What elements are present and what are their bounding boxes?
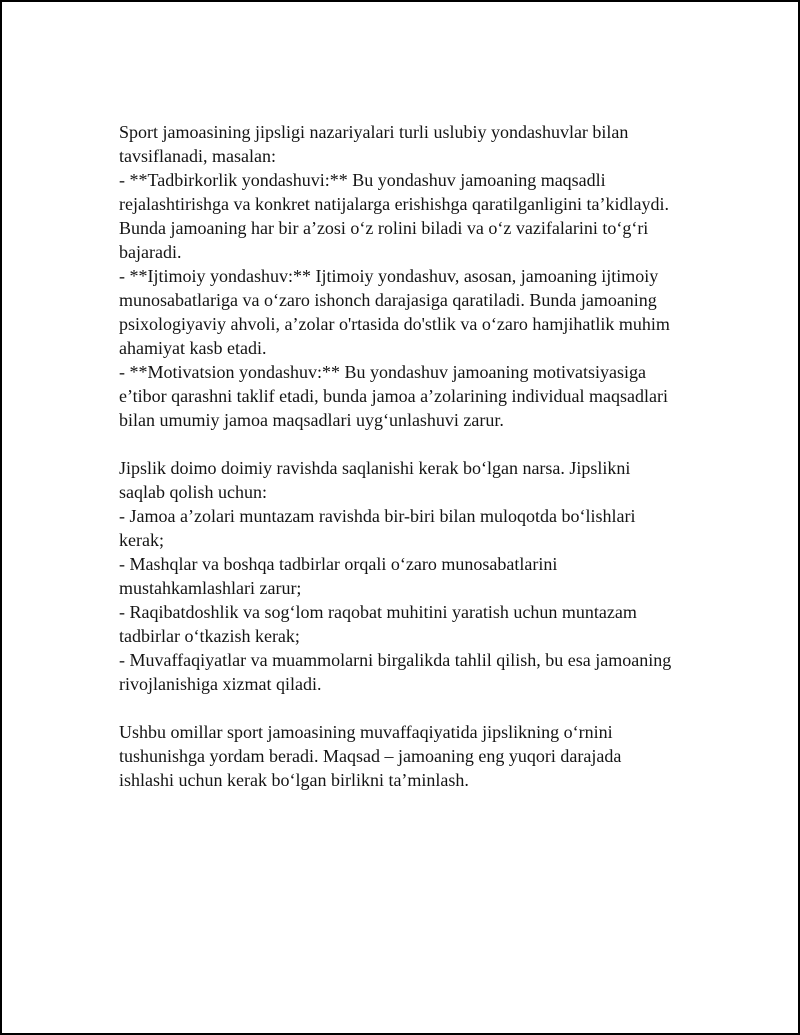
text-line: Jipslik doimo doimiy ravishda saqlanishi kerak bo‘lgan narsa. Jipslikni	[119, 458, 631, 478]
text-line: ishlashi uchun kerak bo‘lgan birlikni ta’minlash.	[119, 770, 469, 790]
text-line: tavsiflanadi, masalan:	[119, 146, 276, 166]
text-line: bilan umumiy jamoa maqsadlari uyg‘unlashuvi zarur.	[119, 410, 504, 430]
text-line: munosabatlariga va o‘zaro ishonch darajasiga qaratiladi. Bunda jamoaning	[119, 290, 657, 310]
text-line: - **Motivatsion yondashuv:** Bu yondashuv jamoaning motivatsiyasiga	[119, 362, 646, 382]
text-line: - Raqibatdoshlik va sog‘lom raqobat muhitini yaratish uchun muntazam	[119, 602, 637, 622]
text-line: ahamiyat kasb etadi.	[119, 338, 267, 358]
text-line: - Mashqlar va boshqa tadbirlar orqali o‘zaro munosabatlarini	[119, 554, 558, 574]
text-line: - **Tadbirkorlik yondashuvi:** Bu yondashuv jamoaning maqsadli	[119, 170, 606, 190]
text-line: tadbirlar o‘tkazish kerak;	[119, 626, 300, 646]
text-line: kerak;	[119, 530, 164, 550]
text-line: rejalashtirishga va konkret natijalarga erishishga qaratilganligini ta’kidlaydi.	[119, 194, 669, 214]
text-line: rivojlanishiga xizmat qiladi.	[119, 674, 322, 694]
text-line: psixologiyaviy ahvoli, a’zolar o'rtasida do'stlik va o‘zaro hamjihatlik muhim	[119, 314, 670, 334]
text-line: Sport jamoasining jipsligi nazariyalari turli uslubiy yondashuvlar bilan	[119, 122, 629, 142]
text-line: saqlab qolish uchun:	[119, 482, 267, 502]
paragraph-theories	[119, 120, 671, 432]
text-line: tushunishga yordam beradi. Maqsad – jamoaning eng yuqori darajada	[119, 746, 622, 766]
document-body	[119, 120, 671, 816]
text-line: - **Ijtimoiy yondashuv:** Ijtimoiy yondashuv, asosan, jamoaning ijtimoiy	[119, 266, 659, 286]
text-line: mustahkamlashlari zarur;	[119, 578, 302, 598]
paragraph-conclusion	[119, 720, 671, 792]
text-line: Ushbu omillar sport jamoasining muvaffaqiyatida jipslikning o‘rnini	[119, 722, 613, 742]
text-line: bajaradi.	[119, 242, 182, 262]
paragraph-maintaining-cohesion	[119, 456, 671, 696]
text-line: - Muvaffaqiyatlar va muammolarni birgalikda tahlil qilish, bu esa jamoaning	[119, 650, 672, 670]
text-line: e’tibor qarashni taklif etadi, bunda jamoa a’zolarining individual maqsadlari	[119, 386, 668, 406]
text-line: - Jamoa a’zolari muntazam ravishda bir-biri bilan muloqotda bo‘lishlari	[119, 506, 636, 526]
text-line: Bunda jamoaning har bir a’zosi o‘z rolini biladi va o‘z vazifalarini to‘g‘ri	[119, 218, 649, 238]
